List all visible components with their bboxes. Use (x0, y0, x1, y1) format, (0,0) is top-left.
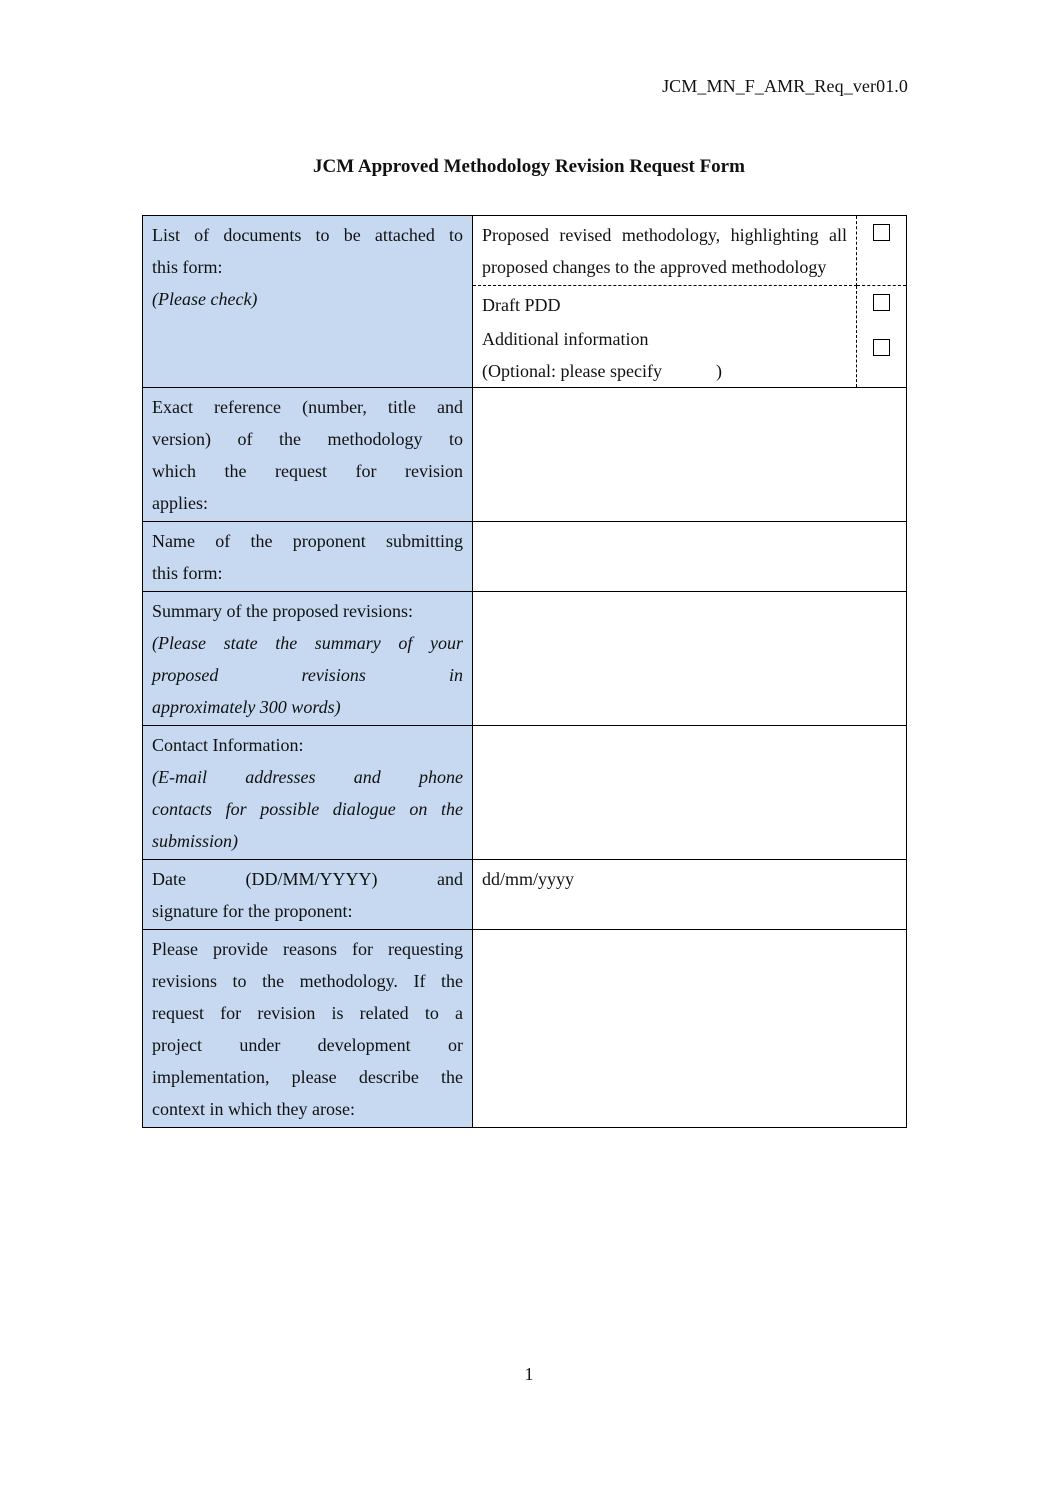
proponent-label-line1: Name of the proponent submitting (152, 531, 463, 551)
reference-label-line4: applies: (152, 493, 208, 513)
reasons-input-cell[interactable] (473, 930, 907, 1128)
reasons-label-line4: project under development or (152, 1035, 463, 1055)
contact-label: Contact Information: (152, 735, 304, 755)
proponent-input-cell[interactable] (473, 522, 907, 592)
summary-hint-line1: (Please state the summary of your (152, 633, 463, 653)
contact-label-cell (143, 726, 473, 860)
reasons-label-line5: implementation, please describe the (152, 1067, 463, 1087)
summary-input-cell[interactable] (473, 592, 907, 726)
summary-label: Summary of the proposed revisions: (152, 601, 413, 621)
reasons-label-line6: context in which they arose: (152, 1099, 355, 1119)
proponent-input[interactable] (482, 525, 897, 549)
reference-label-line3: which the request for revision (152, 461, 463, 481)
reasons-row (143, 930, 907, 1128)
reasons-label-line1: Please provide reasons for requesting (152, 939, 463, 959)
document-id: JCM_MN_F_AMR_Req_ver01.0 (662, 76, 908, 96)
documents-checklist (473, 216, 906, 387)
contact-input-cell[interactable] (473, 726, 907, 860)
draft-pdd-checkbox[interactable] (873, 294, 890, 311)
contact-hint-line3: submission) (152, 831, 239, 851)
summary-input[interactable] (482, 595, 897, 619)
checklist-item-text: (Optional: please specify ) (482, 361, 722, 381)
page-title: JCM Approved Methodology Revision Request Form (313, 156, 745, 177)
reference-row (143, 388, 907, 522)
date-label-cell (143, 860, 473, 930)
page-number: 1 (524, 1364, 534, 1384)
proponent-label-cell (143, 522, 473, 592)
checklist-item-revised-methodology (473, 216, 906, 286)
revised-methodology-checkbox[interactable] (873, 224, 890, 241)
reasons-label-cell (143, 930, 473, 1128)
reference-label-line2: version) of the methodology to (152, 429, 463, 449)
revision-request-form (142, 215, 907, 1128)
documents-row (143, 216, 907, 388)
date-input-cell[interactable] (473, 860, 907, 930)
documents-label-line2: this form: (152, 257, 223, 277)
additional-information-checkbox[interactable] (873, 339, 890, 356)
checklist-item-text: Draft PDD (482, 295, 561, 315)
reference-input[interactable] (482, 391, 897, 415)
date-label-line1: Date (DD/MM/YYYY) and (152, 869, 463, 889)
summary-hint-line2: proposed revisions in (152, 665, 463, 685)
checklist-item-text: Proposed revised methodology, highlighting all (482, 225, 847, 245)
checklist-item-text: proposed changes to the approved methodology (482, 257, 827, 277)
reasons-input[interactable] (482, 933, 897, 957)
proponent-label-line2: this form: (152, 563, 223, 583)
date-signature-row (143, 860, 907, 930)
summary-label-cell (143, 592, 473, 726)
proponent-row (143, 522, 907, 592)
contact-row (143, 726, 907, 860)
reference-label-cell (143, 388, 473, 522)
documents-hint: (Please check) (152, 289, 258, 309)
checklist-item-draft-pdd (473, 286, 906, 388)
date-label-line2: signature for the proponent: (152, 901, 353, 921)
reasons-label-line3: request for revision is related to a (152, 1003, 463, 1023)
reference-input-cell[interactable] (473, 388, 907, 522)
documents-value-cell (473, 216, 907, 388)
summary-hint-line3: approximately 300 words) (152, 697, 341, 717)
contact-input[interactable] (482, 729, 897, 753)
contact-hint-line1: (E-mail addresses and phone (152, 767, 463, 787)
documents-label-cell (143, 216, 473, 388)
summary-row (143, 592, 907, 726)
date-input[interactable]: dd/mm/yyyy (482, 869, 575, 889)
reference-label-line1: Exact reference (number, title and (152, 397, 463, 417)
reasons-label-line2: revisions to the methodology. If the (152, 971, 463, 991)
checklist-item-text: Additional information (482, 329, 649, 349)
documents-label-line1: List of documents to be attached to (152, 225, 463, 245)
contact-hint-line2: contacts for possible dialogue on the (152, 799, 463, 819)
